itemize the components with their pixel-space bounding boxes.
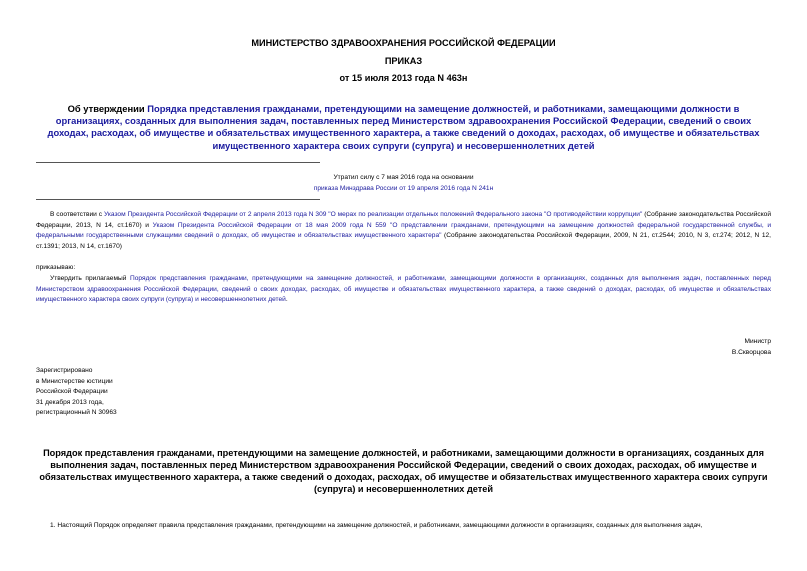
decree-559-link[interactable]: Указом Президента Российской Федерации от 18 мая 2009 года N 559 "О представлении гражданами, претендующими на замещение должностей федеральной государственной службы, и федеральными государственными служащими сведений о доходах, об имуществе и обязательствах имущественного характера" bbox=[36, 221, 772, 240]
preamble-paragraph bbox=[36, 210, 771, 252]
signature-block bbox=[600, 337, 771, 358]
doc-type-heading: ПРИКАЗ bbox=[384, 56, 423, 66]
registration-line-1: Зарегистрировано bbox=[36, 367, 93, 374]
date-number-heading: от 15 июля 2013 года N 463н bbox=[339, 73, 468, 83]
order-title bbox=[36, 103, 771, 152]
preamble-text-3: (Собрание законодательства Российской Федерации, 2009, N 21, ст.2544; 2010, N 3, ст.274; 2012, N 12, ст.1391; 2013, N 14, ст.1670) bbox=[36, 232, 771, 250]
preamble-text-1: В соответствии с bbox=[50, 211, 104, 218]
registration-line-3: Российской Федерации bbox=[36, 388, 108, 396]
order-title-link[interactable]: Порядка представления гражданами, претендующими на замещение должностей, и работниками, замещающими должности в организациях, созданных для выполнения задач, поставленных перед Министерством здравоохранения Российской Федерации, сведений о своих доходах, расходах, об имуществе и обязательствах имущественного характера, а также сведений о доходах, расходах, об имуществе и обязательствах имущественного характера своих супруги (супруга) и несовершеннолетних детей bbox=[47, 103, 760, 151]
approve-text-2: . bbox=[285, 296, 288, 304]
preamble-text-2: (Собрание законодательства Российской Федерации, 2013, N 14, ст.1670) и bbox=[36, 211, 772, 229]
status-line-1: Утратил силу с 7 мая 2016 года на основании bbox=[333, 174, 474, 181]
status-note bbox=[250, 173, 557, 194]
status-link[interactable]: приказа Минздрава России от 19 апреля 2016 года N 241н bbox=[313, 184, 494, 192]
decree-309-link[interactable]: Указом Президента Российской Федерации от 2 апреля 2013 года N 309 "О мерах по реализации отдельных положений Федерального закона "О противодействии коррупции" bbox=[103, 211, 643, 218]
procedure-link[interactable]: Порядок представления гражданами, претендующими на замещение должностей, и работниками, замещающими должности в организациях, созданных для выполнения задач, поставленных перед Министерством здравоохранения Российской Федерации, сведений о своих доходах, расходах, об имуществе и обязательствах имущественного характера, а также сведений о доходах, расходах, об имуществе и обязательствах имущественного характера своих супруги (супруга) и несовершеннолетних детей bbox=[36, 275, 771, 304]
order-title-prefix: Об утверждении bbox=[67, 103, 148, 114]
registration-line-4: 31 декабря 2013 года, bbox=[36, 398, 104, 406]
approve-text-1: Утвердить прилагаемый bbox=[50, 275, 131, 282]
divider-top bbox=[36, 162, 320, 163]
registration-line-5: регистрационный N 30963 bbox=[36, 409, 117, 417]
procedure-title: Порядок представления гражданами, претендующими на замещение должностей, и работниками, замещающими должности в организациях, созданных для выполнения задач, поставленных перед Министерством здравоохранения Российской Федерации, сведений о своих доходах, расходах, об имуществе и обязательствах имущественного характера, а также сведений о доходах, расходах, об имуществе и обязательствах имущественного характера своих супруги (супруга) и несовершеннолетних детей bbox=[39, 448, 768, 494]
point-1-paragraph: 1. Настоящий Порядок определяет правила представления гражданами, претендующими на замещение должностей, и работниками, замещающими должности в организациях, созданных для выполнения задач, bbox=[50, 522, 703, 529]
registration-block bbox=[36, 366, 286, 419]
divider-bottom bbox=[36, 199, 320, 200]
signature-name: В.Скворцова bbox=[731, 348, 771, 356]
approve-paragraph bbox=[36, 274, 771, 306]
order-word: приказываю: bbox=[36, 264, 76, 271]
registration-line-2: в Министерстве юстиции bbox=[36, 377, 113, 385]
ministry-heading: МИНИСТЕРСТВО ЗДРАВООХРАНЕНИЯ РОССИЙСКОЙ ФЕДЕРАЦИИ bbox=[251, 38, 556, 48]
signature-role: Министр bbox=[744, 338, 771, 345]
